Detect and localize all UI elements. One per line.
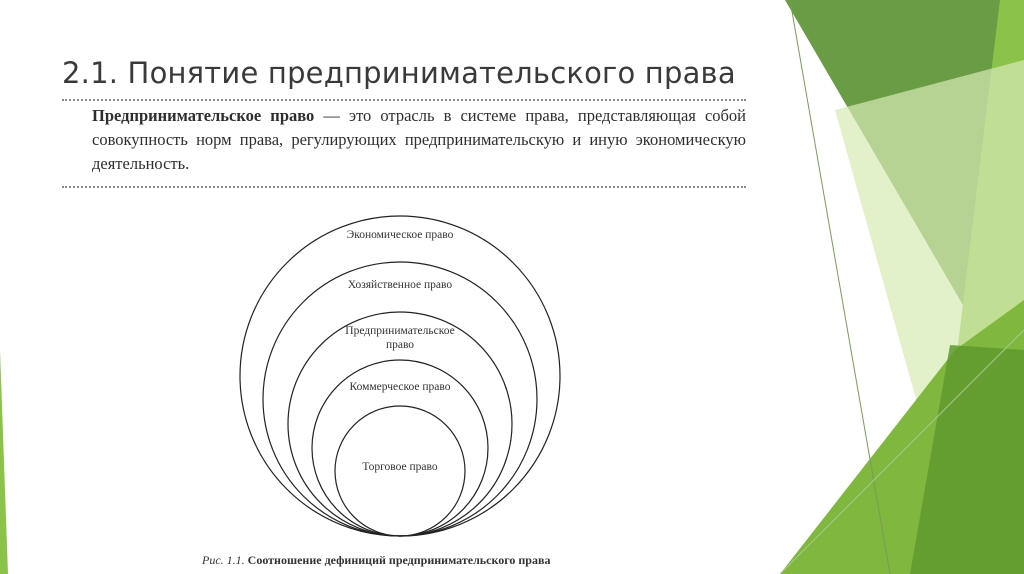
definition-text: [92, 104, 746, 176]
nested-circles-diagram: [230, 214, 570, 539]
green-shape-left-edge: [0, 350, 8, 574]
label-economic-activity-law: Хозяйственное право: [347, 279, 453, 291]
slide-title: 2.1. Понятие предпринимательского права: [62, 56, 736, 90]
definition-term: Предпринимательское право: [92, 106, 315, 125]
figure-number: Рис. 1.1.: [202, 553, 245, 567]
circle-economic-activity-law: [263, 262, 537, 536]
circle-economic-law: [240, 216, 560, 536]
figure-caption: [202, 553, 550, 568]
label-entrepreneurial-law: Предпринимательское право: [345, 325, 455, 351]
definition-body: — это отрасль в системе права, представляющая собой совокупность норм права, регулирующих предпринимательскую и иную экономическую деятельность.: [92, 106, 746, 173]
dotted-divider-top: [62, 99, 746, 101]
nested-circles: [230, 214, 570, 539]
dotted-divider-bottom: [62, 186, 746, 188]
figure-title: Соотношение дефиниций предпринимательского права: [247, 553, 551, 567]
label-trade-law: Торговое право: [362, 461, 438, 473]
label-economic-law: Экономическое право: [346, 229, 454, 241]
label-commercial-law: Коммерческое право: [349, 381, 451, 393]
